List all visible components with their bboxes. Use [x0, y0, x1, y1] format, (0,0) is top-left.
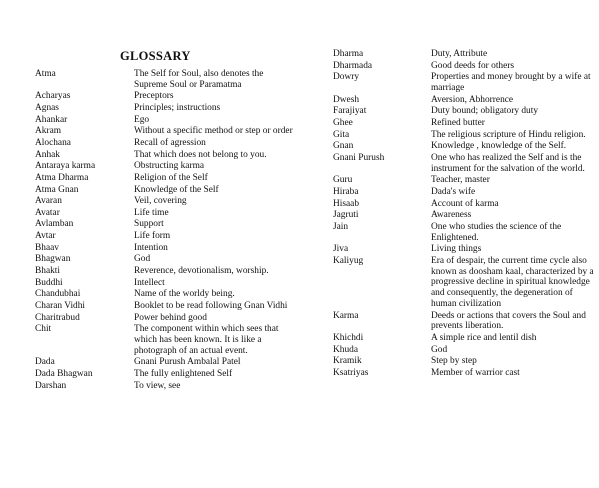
glossary-definition: Preceptors [134, 91, 174, 102]
glossary-term: Dada Bhagwan [35, 368, 93, 379]
glossary-term: Dwesh [333, 94, 360, 105]
glossary-definition: Support [134, 219, 164, 230]
page-title: GLOSSARY [120, 49, 191, 63]
glossary-entry [35, 150, 297, 161]
glossary-entry [35, 278, 297, 289]
glossary-term: Dada [35, 357, 55, 368]
glossary-term: Hisaab [333, 198, 360, 209]
glossary-term: Atma [35, 69, 56, 79]
glossary-entry [35, 254, 297, 265]
glossary-term: Khichdi [333, 332, 364, 343]
glossary-term: Charitrabud [35, 312, 80, 323]
glossary-definition: Gnani Purush Ambalal Patel [134, 357, 241, 368]
glossary-definition: The fully enlightened Self [134, 368, 233, 379]
glossary-definition: Knowledge , knowledge of the Self. [431, 141, 567, 152]
glossary-term: Acharyas [35, 91, 71, 102]
glossary-definition: Name of the worldy being. [134, 289, 235, 300]
glossary-entry [35, 69, 297, 91]
glossary-term: Bhagwan [35, 254, 71, 265]
glossary-term: Bhakti [35, 266, 60, 276]
glossary-term: Farajiyat [333, 106, 367, 117]
glossary-entry [333, 95, 595, 106]
glossary-definition: To view, see [134, 380, 181, 391]
glossary-entry [333, 311, 595, 333]
glossary-term: Buddhi [35, 277, 63, 288]
glossary-term: Anhak [35, 149, 60, 160]
glossary-entry [35, 301, 297, 312]
glossary-entry [333, 210, 595, 221]
glossary-entry [333, 141, 595, 152]
glossary-entry [35, 208, 297, 219]
glossary-definition: Properties and money brought by a wife at marriage [431, 72, 591, 94]
glossary-entry [333, 106, 595, 117]
glossary-definition: Obstructing karma [134, 161, 205, 172]
glossary-entry [333, 199, 595, 210]
glossary-term: Charan Vidhi [35, 300, 86, 311]
glossary-definition: Life form [134, 231, 171, 242]
glossary-definition: God [134, 254, 151, 265]
glossary-term: Alochana [35, 137, 71, 148]
glossary-definition: Aversion, Abhorrence [431, 94, 514, 105]
glossary-definition: Booklet to be read following Gnan Vidhi [134, 300, 288, 311]
glossary-entry [35, 289, 297, 300]
glossary-entry [35, 91, 297, 102]
glossary-entry [35, 219, 297, 230]
glossary-entry [333, 118, 595, 129]
glossary-term: Akram [35, 126, 62, 137]
glossary-definition: One who studies the science of the Enlightened. [431, 221, 562, 243]
glossary-definition: Power behind good [134, 312, 207, 323]
glossary-entry [35, 313, 297, 324]
glossary-term: Jain [333, 221, 349, 232]
glossary-definition: Duty, Attribute [431, 49, 488, 59]
glossary-term: Agnas [35, 103, 59, 114]
glossary-entry [333, 244, 595, 255]
glossary-term: Jagruti [333, 210, 359, 221]
glossary-definition: Step by step [431, 356, 477, 367]
glossary-term: Kaliyug [333, 255, 364, 266]
glossary-term: Avatar [35, 207, 60, 218]
glossary-left-column [35, 69, 297, 392]
glossary-definition: Good deeds for others [431, 60, 515, 71]
glossary-definition: Teacher, master [431, 175, 490, 186]
glossary-definition: The Self for Soul, also denotes the Supreme Soul or Paramatma [134, 69, 264, 90]
glossary-entry [35, 324, 297, 356]
glossary-entry [35, 231, 297, 242]
glossary-term: Bhaav [35, 242, 59, 253]
glossary-term: Avtar [35, 231, 56, 242]
glossary-definition: Knowledge of the Self [134, 184, 219, 195]
glossary-definition: Dada's wife [431, 186, 476, 197]
glossary-entry [35, 103, 297, 114]
glossary-term: Karma [333, 310, 359, 321]
glossary-definition: Member of warrior cast [431, 367, 520, 378]
glossary-definition: Religion of the Self [134, 172, 208, 183]
glossary-term: Darshan [35, 380, 67, 391]
glossary-definition: That which does not belong to you. [134, 149, 267, 160]
glossary-definition: Without a specific method or step or order [134, 126, 293, 137]
glossary-term: Chandubhai [35, 289, 81, 300]
glossary-term: Antaraya karma [35, 161, 96, 172]
glossary-definition: A simple rice and lentil dish [431, 332, 537, 343]
glossary-term: Kramik [333, 356, 362, 367]
glossary-term: Dowry [333, 72, 360, 83]
glossary-term: Jiva [333, 244, 349, 255]
glossary-term: Atma Dharma [35, 172, 89, 183]
glossary-term: Gita [333, 129, 350, 140]
glossary-entry [333, 175, 595, 186]
glossary-definition: Reverence, devotionalism, worship. [134, 266, 269, 276]
glossary-definition: The religious scripture of Hindu religion. [431, 129, 586, 140]
glossary-definition: Recall of agression [134, 137, 206, 148]
glossary-entry [333, 256, 595, 310]
glossary-definition: The component within which sees that which has been known. It is like a photograph of an actual event. [134, 324, 279, 356]
glossary-term: Gnan [333, 141, 354, 152]
glossary-definition: Era of despair, the current time cycle also known as doosham kaal, characterized by a progressive decline in spiritual knowledge and consequently, the degeneration of human civilization [431, 255, 594, 309]
glossary-entry [333, 72, 595, 94]
glossary-entry [35, 173, 297, 184]
glossary-entry [35, 126, 297, 137]
glossary-entry [333, 187, 595, 198]
glossary-term: Ahankar [35, 114, 68, 125]
glossary-entry [333, 222, 595, 244]
glossary-term: Gnani Purush [333, 152, 385, 163]
glossary-definition: Duty bound; obligatory duty [431, 106, 539, 117]
glossary-entry [35, 357, 297, 368]
glossary-right-column [333, 49, 595, 379]
glossary-term: Khuda [333, 344, 358, 355]
glossary-definition: Intellect [134, 277, 165, 288]
glossary-entry [35, 161, 297, 172]
glossary-entry [35, 266, 297, 277]
glossary-entry [35, 185, 297, 196]
glossary-definition: Living things [431, 244, 482, 255]
glossary-entry [35, 243, 297, 254]
glossary-term: Hiraba [333, 186, 359, 197]
glossary-term: Chit [35, 324, 52, 335]
glossary-term: Avlamban [35, 219, 74, 230]
glossary-entry [333, 333, 595, 344]
glossary-definition: Account of karma [431, 198, 499, 209]
glossary-entry [35, 115, 297, 126]
glossary-entry [333, 153, 595, 175]
glossary-entry [35, 196, 297, 207]
glossary-entry [35, 381, 297, 392]
glossary-definition: One who has realized the Self and is the instrument for the salvation of the world. [431, 152, 585, 174]
glossary-term: Guru [333, 175, 353, 186]
glossary-entry [35, 369, 297, 380]
glossary-term: Dharmada [333, 60, 373, 71]
glossary-term: Atma Gnan [35, 184, 79, 195]
glossary-entry [333, 368, 595, 379]
glossary-definition: Refined butter [431, 117, 485, 128]
glossary-entry [333, 356, 595, 367]
glossary-definition: Intention [134, 242, 168, 253]
glossary-definition: God [431, 344, 448, 355]
glossary-definition: Deeds or actions that covers the Soul and prevents liberation. [431, 310, 586, 332]
glossary-entry [333, 49, 595, 60]
glossary-definition: Life time [134, 207, 169, 218]
glossary-definition: Ego [134, 114, 150, 125]
glossary-definition: Principles; instructions [134, 103, 221, 114]
glossary-definition: Awareness [431, 210, 472, 221]
glossary-entry [333, 61, 595, 72]
glossary-term: Ksatriyas [333, 367, 369, 378]
glossary-term: Dharma [333, 49, 364, 59]
glossary-term: Avaran [35, 196, 62, 207]
glossary-definition: Veil, covering [134, 196, 187, 207]
glossary-term: Ghee [333, 117, 353, 128]
glossary-entry [333, 130, 595, 141]
glossary-entry [35, 138, 297, 149]
glossary-entry [333, 345, 595, 356]
